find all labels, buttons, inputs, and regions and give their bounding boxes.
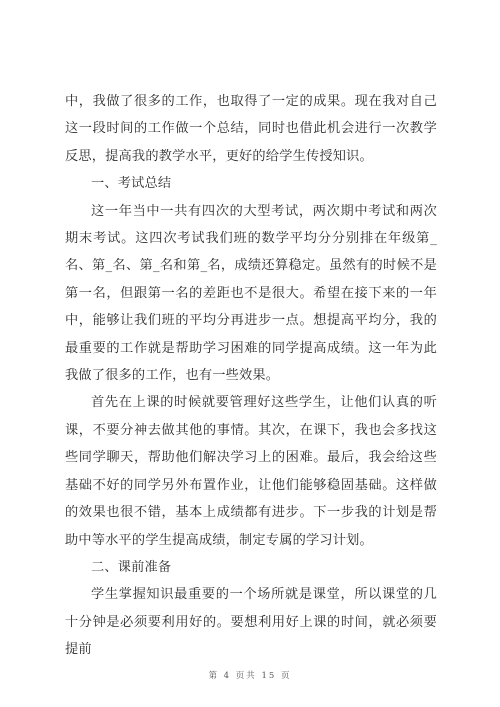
paragraph-student-support: 首先在上课的时候就要管理好这些学生，让他们认真的听课，不要分神去做其他的事情。其次，在课下，我也会多找这些同学聊天，帮助他们解决学习上的困难。最后，我会给这些基础不好的同学另外布置作业，让他们能够稳固基础。这样做的效果也很不错，基本上成绩都有进步。下一步我的计划是帮助中等水平的学生提高成绩，制定专属的学习计划。: [65, 395, 437, 548]
page-number-footer: 第 4 页共 15 页: [208, 671, 292, 681]
document-body: [65, 88, 437, 664]
paragraph-intro: 中，我做了很多的工作，也取得了一定的成果。现在我对自己这一段时间的工作做一个总结，同时也借此机会进行一次教学反思，提高我的教学水平，更好的给学生传授知识。: [65, 94, 437, 164]
paragraph-classroom: 学生掌握知识最重要的一个场所就是课堂，所以课堂的几十分钟是必须要利用好的。要想利用好上课的时间，就必须要提前: [65, 587, 437, 658]
paragraph-exam-results: 这一年当中一共有四次的大型考试，两次期中考试和两次期末考试。这四次考试我们班的数学平均分分别排在年级第_名、第_名、第_名和第_名，成绩还算稳定。虽然有的时候不是第一名，但跟第一名的差距也不是很大。希望在接下来的一年中，能够让我们班的平均分再进步一点。想提高平均分，我的最重要的工作就是帮助学习困难的同学提高成绩。这一年为此我做了很多的工作，也有一些效果。: [65, 203, 437, 384]
section-heading-exam-summary: 一、考试总结: [91, 176, 172, 192]
section-heading-lesson-prep: 二、课前准备: [91, 559, 172, 575]
